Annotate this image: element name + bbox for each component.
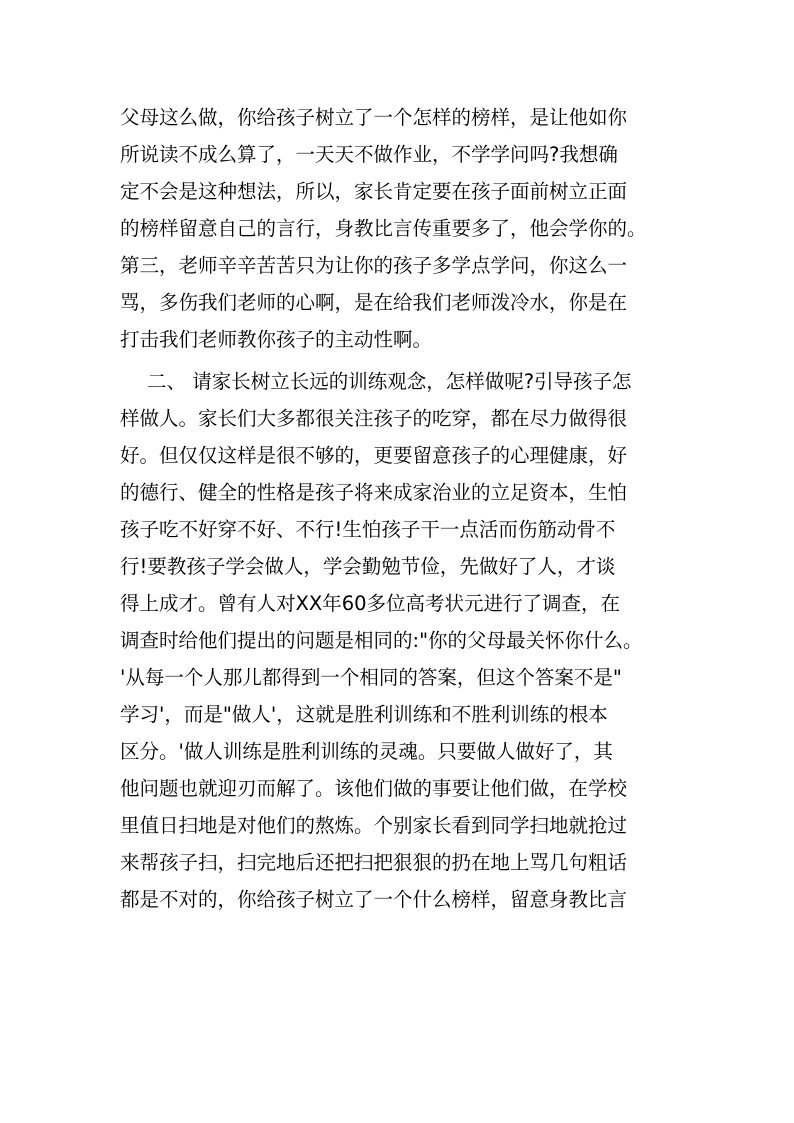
text-line: 第三，老师辛辛苦苦只为让你的孩子多学点学问，你这么一: [120, 254, 628, 277]
text-line: 所说读不成么算了，一天天不做作业，不学学问吗?我想确: [120, 143, 618, 166]
text-line: 骂，多伤我们老师的心啊，是在给我们老师泼冷水，你是在: [120, 291, 628, 314]
text-line: 好。但仅仅这样是很不够的，更要留意孩子的心理健康，好: [120, 444, 628, 467]
text-line: 二、 请家长树立长远的训练观念，怎样做呢?引导孩子怎: [147, 370, 632, 393]
text-line: '从每一个人那儿都得到一个相同的答案，但这个答案不是": [120, 666, 622, 689]
text-line: 孩子吃不好穿不好、不行!生怕孩子干一点活而伤筋动骨不: [120, 518, 616, 541]
text-line: 他问题也就迎刃而解了。该他们做的事要让他们做，在学校: [120, 777, 628, 800]
text-line: 调查时给他们提出的问题是相同的:"你的父母最关怀你什么。: [120, 629, 643, 652]
text-line: 区分。'做人训练是胜利训练的灵魂。只要做人做好了，其: [120, 740, 613, 763]
text-line: 父母这么做，你给孩子树立了一个怎样的榜样，是让他如你: [120, 106, 628, 129]
text-line: 学习'，而是"做人'，这就是胜利训练和不胜利训练的根本: [120, 703, 608, 726]
text-line: 样做人。家长们大多都很关注孩子的吃穿，都在尽力做得很: [120, 407, 628, 430]
text-line: 打击我们老师教你孩子的主动性啊。: [120, 328, 433, 351]
text-line: 的德行、健全的性格是孩子将来成家治业的立足资本，生怕: [120, 481, 628, 504]
text-line: 得上成才。曾有人对XX年60多位高考状元进行了调查，在: [120, 592, 621, 615]
text-line: 里值日扫地是对他们的熬炼。个别家长看到同学扫地就抢过: [120, 814, 628, 837]
text-line: 的榜样留意自己的言行，身教比言传重要多了，他会学你的。: [120, 217, 647, 240]
text-line: 行!要教孩子学会做人，学会勤勉节俭，先做好了人，才谈: [120, 555, 616, 578]
text-line: 来帮孩子扫，扫完地后还把扫把狠狠的扔在地上骂几句粗话: [120, 851, 628, 874]
text-line: 定不会是这种想法，所以，家长肯定要在孩子面前树立正面: [120, 180, 628, 203]
text-line: 都是不对的，你给孩子树立了一个什么榜样，留意身教比言: [120, 888, 628, 911]
